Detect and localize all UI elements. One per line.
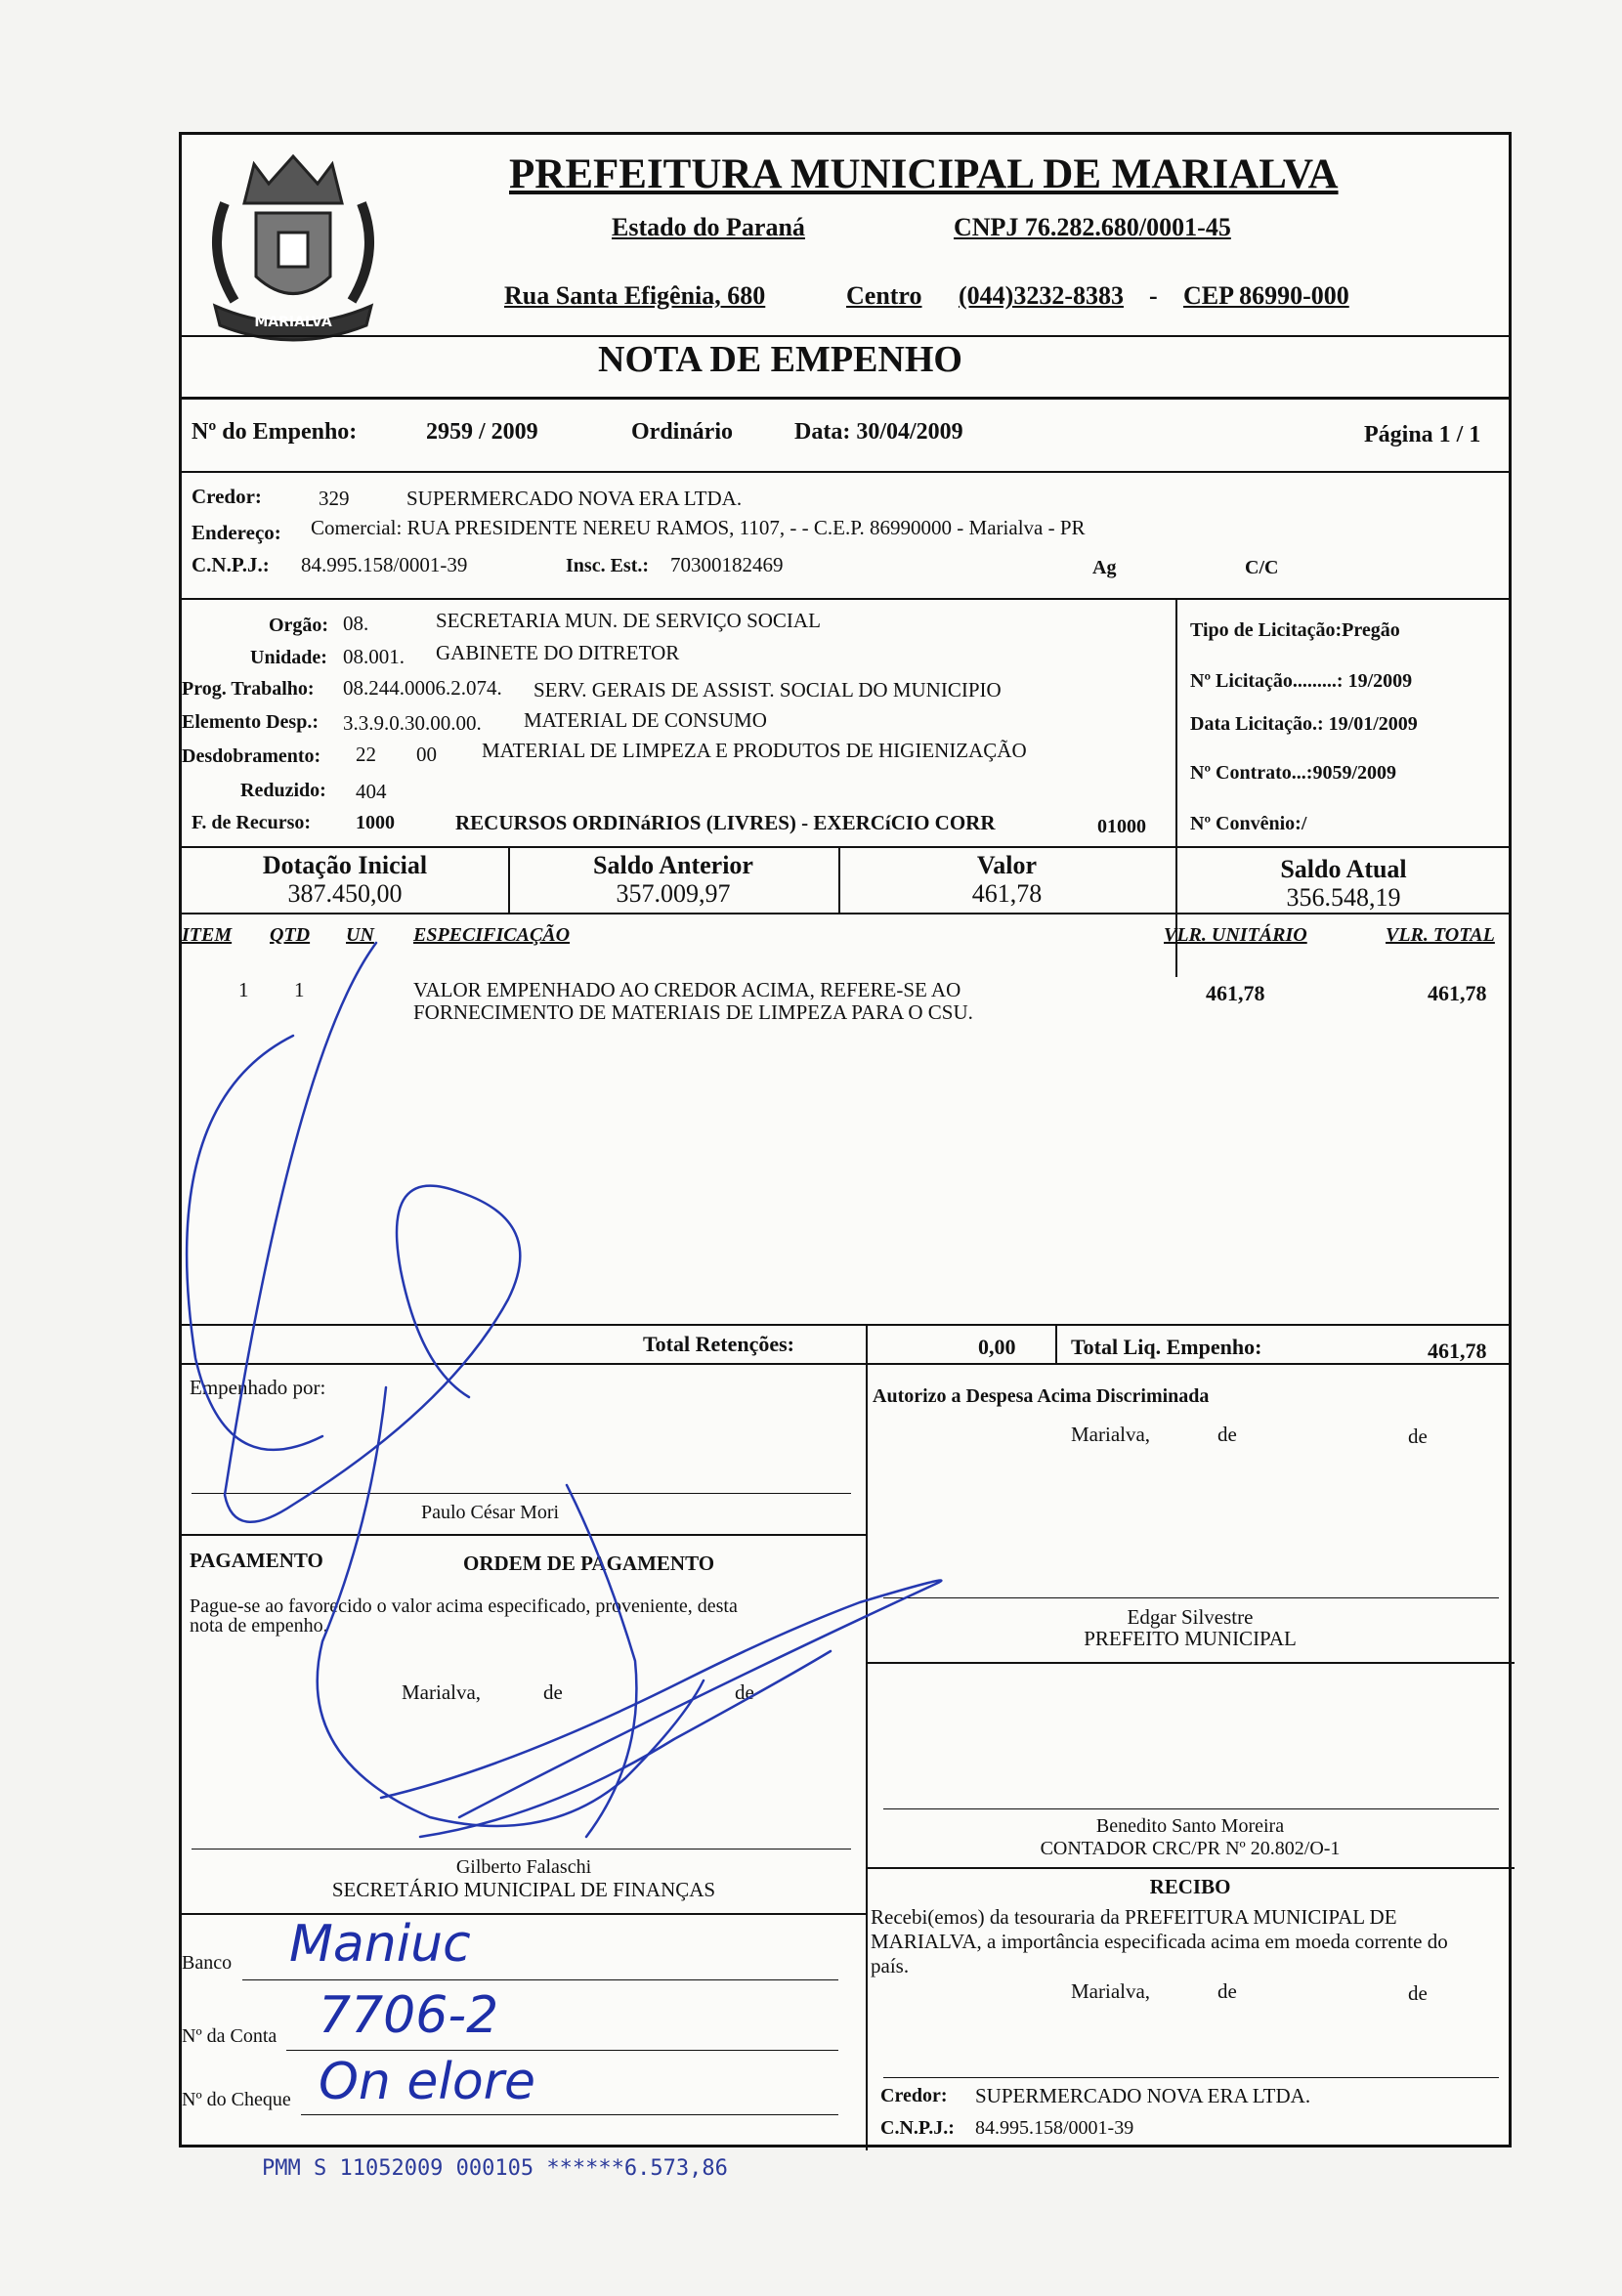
recibo-credor-value: SUPERMERCADO NOVA ERA LTDA. <box>975 2084 1311 2107</box>
prog-trabalho-label: Prog. Trabalho: <box>182 678 315 700</box>
header-separator: - <box>1149 281 1158 310</box>
reduzido-value: 404 <box>356 780 387 803</box>
credor-name: SUPERMERCADO NOVA ERA LTDA. <box>406 487 743 510</box>
prefeito-name: Edgar Silvestre <box>1127 1605 1254 1629</box>
cheque-label: Nº do Cheque <box>182 2089 291 2110</box>
empenho-type: Ordinário <box>631 419 734 445</box>
desdobramento-label: Desdobramento: <box>182 745 321 767</box>
pagamento-city: Marialva, <box>402 1680 482 1704</box>
elemento-code: 3.3.9.0.30.00.00. <box>343 711 482 735</box>
recurso-value: RECURSOS ORDINáRIOS (LIVRES) - EXERCíCIO CORR <box>455 811 996 834</box>
recurso-label: F. de Recurso: <box>192 812 312 833</box>
page-indicator: Página 1 / 1 <box>1364 422 1481 447</box>
orgao-value: SECRETARIA MUN. DE SERVIÇO SOCIAL <box>436 609 821 632</box>
cheque-handwritten: On elore <box>319 2053 536 2111</box>
cnpj-value: 84.995.158/0001-39 <box>301 553 468 576</box>
unidade-value: GABINETE DO DITRETOR <box>436 641 680 664</box>
col-vlr-unitario: VLR. UNITÁRIO <box>1164 924 1307 946</box>
orgao-label: Orgão: <box>269 615 329 636</box>
conta-label: Nº da Conta <box>182 2025 277 2047</box>
saldo-atual-label: Saldo Atual <box>1280 855 1407 883</box>
pagamento-label: PAGAMENTO <box>190 1549 323 1572</box>
pagamento-text-line2: nota de empenho. <box>190 1615 328 1637</box>
empenhado-label: Empenhado por: <box>190 1376 326 1399</box>
data-licitacao: Data Licitação.: 19/01/2009 <box>1190 713 1418 735</box>
pagamento-de2: de <box>735 1680 754 1704</box>
autorizo-de2: de <box>1408 1424 1428 1448</box>
col-un: UN <box>346 924 374 946</box>
insc-label: Insc. Est.: <box>566 555 650 576</box>
pagamento-de1: de <box>543 1680 563 1704</box>
empenho-number: 2959 / 2009 <box>426 419 538 445</box>
recibo-label: RECIBO <box>1149 1875 1231 1898</box>
col-vlr-total: VLR. TOTAL <box>1386 924 1495 946</box>
desdobramento-subcode: 00 <box>416 743 437 766</box>
header-district: Centro <box>846 281 922 310</box>
retencoes-label: Total Retenções: <box>643 1332 794 1356</box>
header-cep: CEP 86990-000 <box>1183 281 1349 310</box>
secretario-role: SECRETÁRIO MUNICIPAL DE FINANÇAS <box>331 1878 716 1901</box>
recurso-code: 1000 <box>356 812 395 833</box>
conta-corrente-label: C/C <box>1245 557 1279 578</box>
empenho-label: Nº do Empenho: <box>192 419 358 445</box>
endereco-value: Comercial: RUA PRESIDENTE NEREU RAMOS, 1107, - - C.E.P. 86990000 - Marialva - PR <box>311 516 1086 539</box>
recibo-line1: Recebi(emos) da tesouraria da PREFEITURA MUNICIPAL DE <box>871 1905 1397 1929</box>
numero-convenio: Nº Convênio:/ <box>1190 813 1307 834</box>
empenhado-name: Paulo César Mori <box>421 1502 560 1523</box>
item-especificacao-line1: VALOR EMPENHADO AO CREDOR ACIMA, REFERE-SE AO <box>413 978 961 1001</box>
ordem-pagamento-label: ORDEM DE PAGAMENTO <box>463 1552 715 1575</box>
valor-value: 461,78 <box>971 879 1043 908</box>
recibo-cnpj-value: 84.995.158/0001-39 <box>975 2117 1134 2139</box>
recurso-code2: 01000 <box>1097 816 1146 837</box>
endereco-label: Endereço: <box>192 521 281 544</box>
recibo-de1: de <box>1217 1979 1237 2003</box>
agencia-label: Ag <box>1092 557 1117 578</box>
recibo-city: Marialva, <box>1071 1979 1151 2003</box>
retencoes-value: 0,00 <box>978 1335 1016 1359</box>
dotacao-label: Dotação Inicial <box>262 851 428 879</box>
recibo-line3: país. <box>871 1954 910 1977</box>
banco-handwritten: Maniuc <box>289 1915 471 1974</box>
item-number: 1 <box>238 978 249 1001</box>
credor-code: 329 <box>319 487 350 510</box>
credor-label: Credor: <box>192 485 262 508</box>
insc-value: 70300182469 <box>670 553 784 576</box>
elemento-label: Elemento Desp.: <box>182 711 319 733</box>
secretario-name: Gilberto Falaschi <box>455 1856 592 1878</box>
header-title: PREFEITURA MUNICIPAL DE MARIALVA <box>509 151 1339 197</box>
orgao-code: 08. <box>343 612 369 635</box>
header-cnpj: CNPJ 76.282.680/0001-45 <box>954 213 1231 241</box>
saldo-anterior-label: Saldo Anterior <box>593 851 753 879</box>
recibo-cnpj-label: C.N.P.J.: <box>880 2117 955 2139</box>
prefeito-role: PREFEITO MUNICIPAL <box>1084 1627 1297 1650</box>
tipo-licitacao: Tipo de Licitação:Pregão <box>1190 619 1400 641</box>
item-qtd: 1 <box>294 978 305 1001</box>
reduzido-label: Reduzido: <box>240 780 326 801</box>
dotacao-value: 387.450,00 <box>287 879 403 908</box>
recibo-line2: MARIALVA, a importância especificada acima em moeda corrente do <box>871 1930 1448 1953</box>
elemento-value: MATERIAL DE CONSUMO <box>524 708 767 732</box>
recibo-de2: de <box>1408 1981 1428 2005</box>
autorizo-city: Marialva, <box>1071 1423 1151 1446</box>
autorizo-de1: de <box>1217 1423 1237 1446</box>
unidade-code: 08.001. <box>343 645 405 668</box>
valor-label: Valor <box>976 851 1038 879</box>
header-address: Rua Santa Efigênia, 680 <box>504 281 766 310</box>
liquido-label: Total Liq. Empenho: <box>1071 1335 1262 1359</box>
desdobramento-code: 22 <box>356 743 376 766</box>
prog-trabalho-code: 08.244.0006.2.074. <box>343 676 502 700</box>
recibo-credor-label: Credor: <box>880 2085 948 2106</box>
col-item: ITEM <box>182 924 233 946</box>
cnpj-label: C.N.P.J.: <box>192 553 270 576</box>
autorizo-label: Autorizo a Despesa Acima Discriminada <box>873 1385 1210 1407</box>
numero-contrato: Nº Contrato...:9059/2009 <box>1190 762 1397 784</box>
header-state: Estado do Paraná <box>612 213 805 241</box>
unidade-label: Unidade: <box>250 647 327 668</box>
item-especificacao-line2: FORNECIMENTO DE MATERIAIS DE LIMPEZA PARA O CSU. <box>413 1000 973 1024</box>
col-especificacao: ESPECIFICAÇÃO <box>413 924 571 946</box>
liquido-value: 461,78 <box>1428 1339 1487 1363</box>
banco-label: Banco <box>182 1952 233 1974</box>
desdobramento-value: MATERIAL DE LIMPEZA E PRODUTOS DE HIGIENIZAÇÃO <box>482 739 1027 762</box>
processing-stamp: PMM S 11052009 000105 ******6.573,86 <box>262 2156 728 2181</box>
contador-name: Benedito Santo Moreira <box>1095 1815 1285 1837</box>
saldo-atual-value: 356.548,19 <box>1286 883 1401 912</box>
saldo-anterior-value: 357.009,97 <box>616 879 731 908</box>
doc-title: NOTA DE EMPENHO <box>598 339 962 380</box>
numero-licitacao: Nº Licitação.........: 19/2009 <box>1190 670 1413 692</box>
col-qtd: QTD <box>270 924 311 946</box>
crest-banner-text: MARIALVA <box>254 315 332 330</box>
header-phone: (044)3232-8383 <box>959 281 1124 310</box>
item-vlr-total: 461,78 <box>1428 981 1487 1005</box>
item-vlr-unitario: 461,78 <box>1206 981 1265 1005</box>
empenho-date: Data: 30/04/2009 <box>794 419 963 445</box>
prog-trabalho-value: SERV. GERAIS DE ASSIST. SOCIAL DO MUNICIPIO <box>534 678 1002 702</box>
pagamento-text-line1: Pague-se ao favorecido o valor acima especificado, proveniente, desta <box>190 1595 738 1617</box>
conta-handwritten: 7706-2 <box>319 1986 499 2045</box>
contador-role: CONTADOR CRC/PR Nº 20.802/O-1 <box>1040 1838 1341 1859</box>
